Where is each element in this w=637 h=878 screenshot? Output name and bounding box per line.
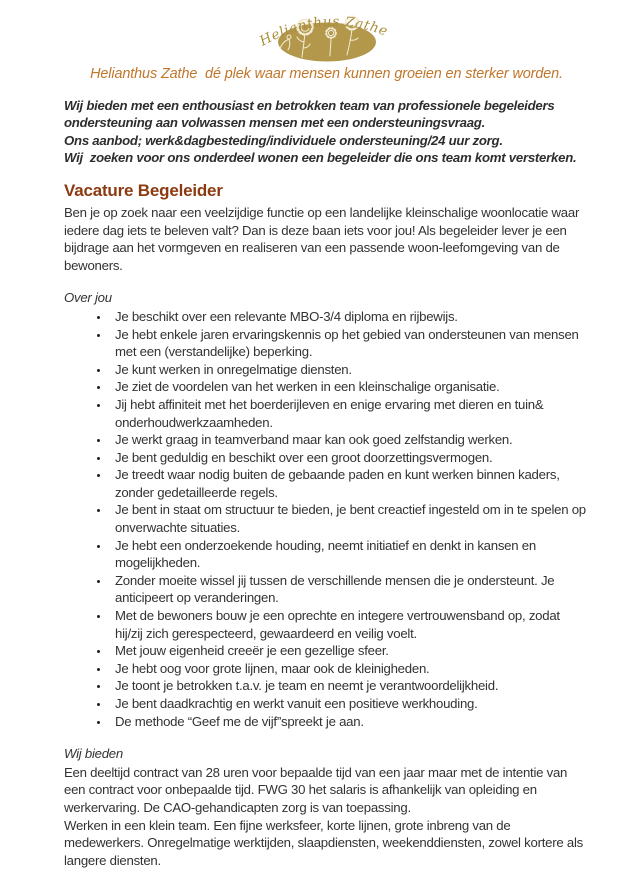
requirement-item: • Jij hebt affiniteit met het boerderijleven en enige ervaring met dieren en tuin& onderhoudwerkzaamheden.: [110, 396, 589, 431]
logo-script-text: Helianthus Zathe: [256, 13, 390, 50]
requirement-item: • De methode “Geef me de vijf”spreekt je aan.: [110, 713, 589, 731]
requirement-item: • Je hebt oog voor grote lijnen, maar ook de kleinigheden.: [110, 660, 589, 678]
offer-paragraph: Een deeltijd contract van 28 uren voor bepaalde tijd van een jaar maar met de intentie van een contract voor onbepaalde tijd. FWG 30 het salaris is afhankelijk van opleiding en werkervaring. De CAO-gehandicapten zorg is van toepassing.: [64, 764, 568, 815]
logo-image: [239, 6, 415, 64]
tagline: Helianthus Zathe dé plek waar mensen kunnen groeien en sterker worden.: [90, 66, 563, 82]
offer-paragraph: Werken in een klein team. Een fijne werksfeer, korte lijnen, grote inbreng van de medewerkers. Onregelmatige werktijden, slaapdiensten, weekenddiensten, zowel kortere als langere diensten.: [64, 817, 583, 868]
over-jou-heading: Over jou: [64, 290, 112, 306]
wij-bieden-heading: Wij bieden: [64, 746, 123, 762]
intro-line: Wij zoeken voor ons onderdeel wonen een begeleider die ons team komt versterken.: [64, 150, 577, 166]
requirement-item: • Je bent geduldig en beschikt over een groot doorzettingsvermogen.: [110, 449, 589, 467]
requirement-item: • Je bent daadkrachtig en werkt vanuit een positieve werkhouding.: [110, 695, 589, 713]
requirements-list: [64, 308, 589, 730]
requirement-item: • Je bent in staat om structuur te bieden, je bent creactief ingesteld om in te spelen op onverwachte situaties.: [110, 501, 589, 536]
requirement-item: • Je ziet de voordelen van het werken in een kleinschalige organisatie.: [110, 378, 589, 396]
requirement-item: • Je toont je betrokken t.a.v. je team en neemt je verantwoordelijkheid.: [110, 677, 589, 695]
requirement-item: • Met de bewoners bouw je een oprechte en integere vertrouwensband op, zodat hij/zij zich gerespecteerd, gewaardeerd en veilig voelt.: [110, 607, 589, 642]
vacancy-intro: Ben je op zoek naar een veelzijdige functie op een landelijke kleinschalige woonlocatie waar iedere dag iets te beleven valt? Dan is deze baan iets voor jou! Als begeleider lever je een bijdrage aan het vormgeven en realiseren van een passende woon-leefomgeving van de bewoners.: [64, 204, 580, 273]
intro-line: Wij bieden met een enthousiast en betrokken team van professionele begeleiders ondersteuning aan volwassen mensen met een ondersteuningsvraag.: [64, 97, 558, 131]
intro-line: Ons aanbod; werk&dagbesteding/individuele ondersteuning/24 uur zorg.: [64, 132, 503, 148]
requirement-item: • Met jouw eigenheid creeër je een gezellige sfeer.: [110, 642, 589, 660]
requirement-item: • Je werkt graag in teamverband maar kan ook goed zelfstandig werken.: [110, 431, 589, 449]
requirement-item: • Je treedt waar nodig buiten de gebaande paden en kunt werken binnen kaders, zonder gedetailleerde regels.: [110, 466, 589, 501]
requirement-item: • Zonder moeite wissel jij tussen de verschillende mensen die je ondersteunt. Je anticipeert op veranderingen.: [110, 572, 589, 607]
requirement-item: • Je hebt een onderzoekende houding, neemt initiatief en denkt in kansen en mogelijkheden.: [110, 537, 589, 572]
offer-section: [64, 764, 589, 870]
logo: [64, 6, 589, 64]
intro-section: [64, 97, 589, 167]
requirement-item: • Je beschikt over een relevante MBO-3/4 diploma en rijbewijs.: [110, 308, 589, 326]
requirement-item: • Je hebt enkele jaren ervaringskennis op het gebied van ondersteunen van mensen met een (verstandelijke) beperking.: [110, 326, 589, 361]
requirement-item: • Je kunt werken in onregelmatige diensten.: [110, 361, 589, 379]
vacancy-heading: Vacature Begeleider: [64, 180, 223, 200]
